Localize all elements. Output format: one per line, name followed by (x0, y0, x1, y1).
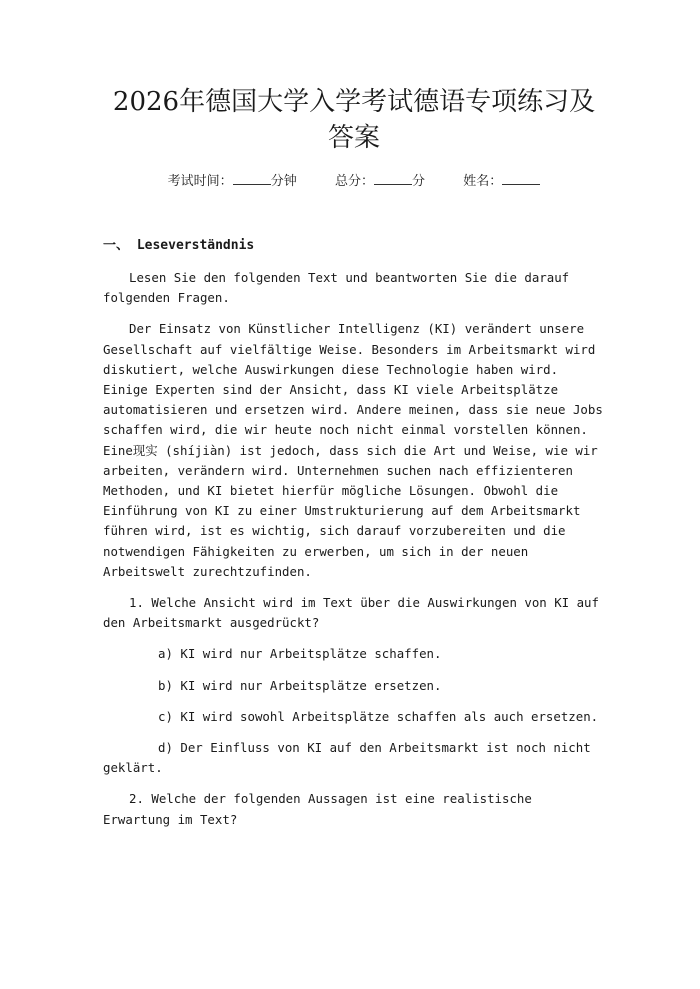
question-1-option-d: d) Der Einfluss von KI auf den Arbeitsmarkt ist noch nicht geklärt. (103, 740, 591, 776)
question-1-option-c: c) KI wird sowohl Arbeitsplätze schaffen als auch ersetzen. (158, 708, 599, 724)
name-label: 姓名： (463, 174, 503, 189)
section-heading: 一、 Leseverständnis (103, 238, 255, 253)
section-instruction: Lesen Sie den folgenden Text und beantworten Sie die darauf folgenden Fragen. (103, 270, 570, 306)
total-score-label: 总分： (334, 174, 374, 189)
exam-time-unit: 分钟 (270, 174, 297, 189)
total-score-unit: 分 (412, 174, 426, 189)
exam-time-blank (233, 172, 271, 185)
question-1: 1. Welche Ansicht wird im Text über die Auswirkungen von KI auf den Arbeitsmarkt ausgedrückt? (103, 595, 599, 631)
question-2: 2. Welche der folgenden Aussagen ist eine realistische Erwartung im Text? (103, 791, 532, 827)
reading-passage: Der Einsatz von Künstlicher Intelligenz (KI) verändert unsere Gesellschaft auf vielfältige Weise. Besonders im Arbeitsmarkt wird diskutiert, welche Auswirkungen diese Technologie haben wird. Einige Experten sind der Ansicht, dass KI viele Arbeitsplätze automatisieren und ersetzen wird. Andere meinen, dass sie neue Jobs schaffen wird, die wir heute noch nicht einmal vorstellen können. Eine现实 (shíjiàn) ist jedoch, dass sich die Art und Weise, wie wir arbeiten, verändern wird. Unternehmen suchen nach effizienteren Methoden, und KI bietet hierfür mögliche Lösungen. Obwohl die Einführung von KI zu einer Umstrukturierung auf dem Arbeitsmarkt führen wird, ist es wichtig, sich darauf vorzubereiten und die notwendigen Fähigkeiten zu erwerben, um sich in der neuen Arbeitswelt zurechtzufinden. (103, 321, 603, 579)
total-score-blank (374, 172, 412, 185)
name-blank (502, 172, 540, 185)
exam-time-label: 考试时间： (167, 174, 233, 189)
document-page (0, 84, 700, 989)
question-1-option-a: a) KI wird nur Arbeitsplätze schaffen. (158, 646, 442, 662)
question-1-option-b: b) KI wird nur Arbeitsplätze ersetzen. (158, 677, 442, 693)
page-title: 2026年德国大学入学考试德语专项练习及答案 (112, 87, 596, 153)
exam-meta-line (103, 172, 605, 192)
